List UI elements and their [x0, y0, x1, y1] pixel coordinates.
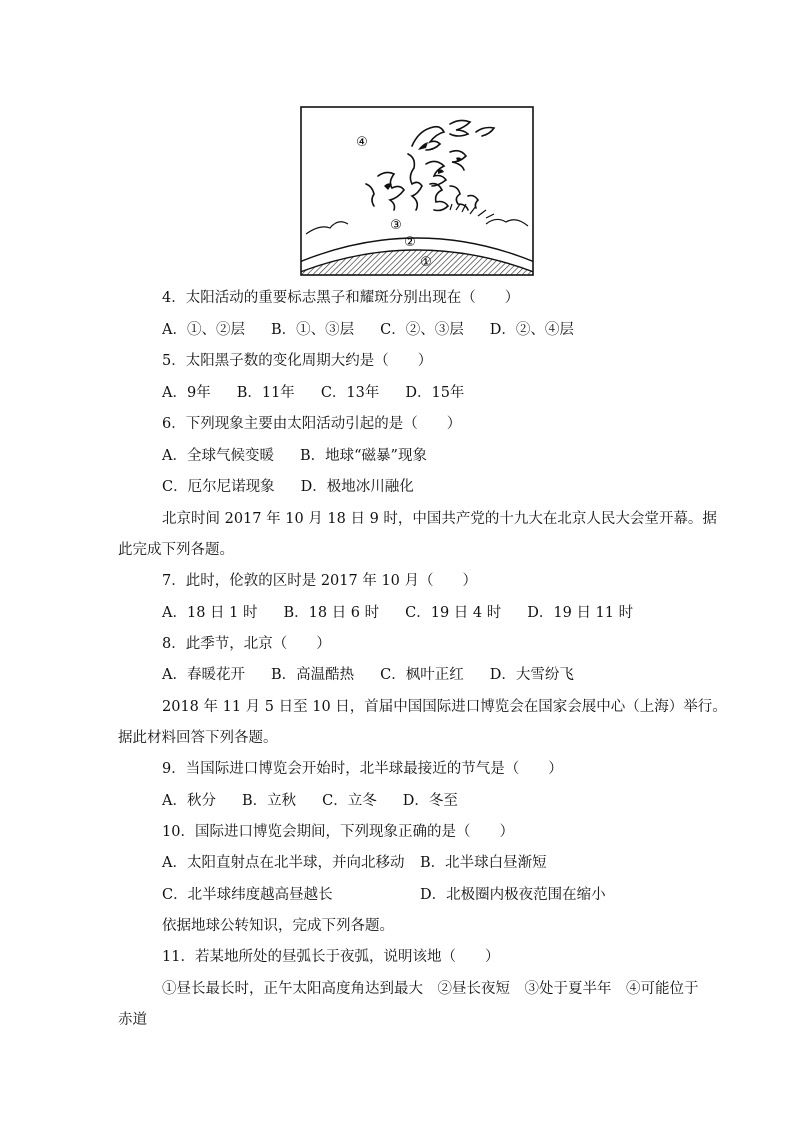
question-10-options-row1	[162, 853, 547, 873]
solar-atmosphere-diagram	[300, 106, 534, 276]
label-layer-4: ④	[356, 135, 368, 150]
material-3-line-1: 依据地球公转知识，完成下列各题。	[162, 918, 394, 934]
q10-option-c: C．北半球纬度越高昼越长	[162, 887, 333, 903]
question-10-options-row2	[162, 885, 606, 905]
q10-option-a: A．太阳直射点在北半球，并向北移动	[162, 855, 405, 871]
material-2-line-2: 据此材料回答下列各题。	[118, 730, 278, 746]
q9-option-d: D．冬至	[402, 793, 458, 809]
label-layer-1: ①	[420, 255, 432, 270]
q6-option-b: B．地球“磁暴”现象	[299, 448, 427, 464]
question-8-stem: 8．此季节，北京（ ）	[162, 636, 331, 652]
q4-option-a: A．①、②层	[162, 322, 245, 338]
question-6-options-row1	[162, 446, 427, 466]
q4-option-b: B．①、③层	[270, 322, 355, 338]
question-6-stem: 6．下列现象主要由太阳活动引起的是（ ）	[162, 416, 462, 432]
q9-option-b: B．立秋	[241, 793, 297, 809]
q6-option-c: C．厄尔尼诺现象	[162, 479, 275, 495]
material-1-line-2: 此完成下列各题。	[118, 542, 234, 558]
q4-option-c: C．②、③层	[380, 322, 464, 338]
q5-option-d: D．15年	[405, 385, 465, 401]
question-6-options-row2	[162, 477, 414, 497]
material-1-line-1: 北京时间 2017 年 10 月 18 日 9 时，中国共产党的十九大在北京人民大会堂开幕。据	[162, 511, 717, 527]
q5-option-b: B．11年	[236, 385, 295, 401]
q8-option-b: B．高温酷热	[270, 667, 355, 683]
question-8-options	[162, 665, 574, 685]
question-11-items-wrap: 赤道	[118, 1012, 147, 1028]
q10-option-d: D．北极圈内极夜范围在缩小	[420, 887, 606, 903]
question-5-options	[162, 383, 464, 403]
q8-option-d: D．大雪纷飞	[489, 667, 574, 683]
question-9-stem: 9．当国际进口博览会开始时，北半球最接近的节气是（ ）	[162, 761, 563, 777]
material-2-line-1: 2018 年 11 月 5 日至 10 日，首届中国国际进口博览会在国家会展中心（上海）举行。	[162, 699, 727, 715]
question-10-stem: 10．国际进口博览会期间，下列现象正确的是（ ）	[162, 824, 514, 840]
q6-option-a: A．全球气候变暖	[162, 448, 274, 464]
q9-option-c: C．立冬	[322, 793, 377, 809]
label-layer-2: ②	[404, 235, 416, 250]
q9-option-a: A．秋分	[162, 793, 216, 809]
question-4-stem: 4．太阳活动的重要标志黑子和耀斑分别出现在（ ）	[162, 290, 520, 306]
question-9-options	[162, 791, 458, 811]
q7-option-d: D．19 日 11 时	[527, 605, 634, 621]
q7-option-c: C．19 日 4 时	[405, 605, 502, 621]
question-7-stem: 7．此时，伦敦的区时是 2017 年 10 月（ ）	[162, 573, 478, 589]
q8-option-c: C．枫叶正红	[380, 667, 464, 683]
q10-option-b: B．北半球白昼渐短	[420, 855, 547, 871]
q6-option-d: D．极地冰川融化	[300, 479, 414, 495]
q5-option-c: C．13年	[320, 385, 380, 401]
question-5-stem: 5．太阳黑子数的变化周期大约是（ ）	[162, 353, 433, 369]
q7-option-b: B．18 日 6 时	[283, 605, 380, 621]
question-11-items: ①昼长最长时，正午太阳高度角达到最大 ②昼长夜短 ③处于夏半年 ④可能位于	[162, 981, 699, 997]
q8-option-a: A．春暖花开	[162, 667, 245, 683]
q7-option-a: A．18 日 1 时	[162, 605, 258, 621]
question-7-options	[162, 603, 633, 623]
solar-atmosphere-figure	[300, 106, 534, 276]
q4-option-d: D．②、④层	[489, 322, 574, 338]
question-4-options	[162, 320, 574, 340]
question-11-stem: 11．若某地所处的昼弧长于夜弧，说明该地（ ）	[162, 949, 500, 965]
q5-option-a: A．9年	[162, 385, 211, 401]
label-layer-3: ③	[390, 218, 402, 233]
